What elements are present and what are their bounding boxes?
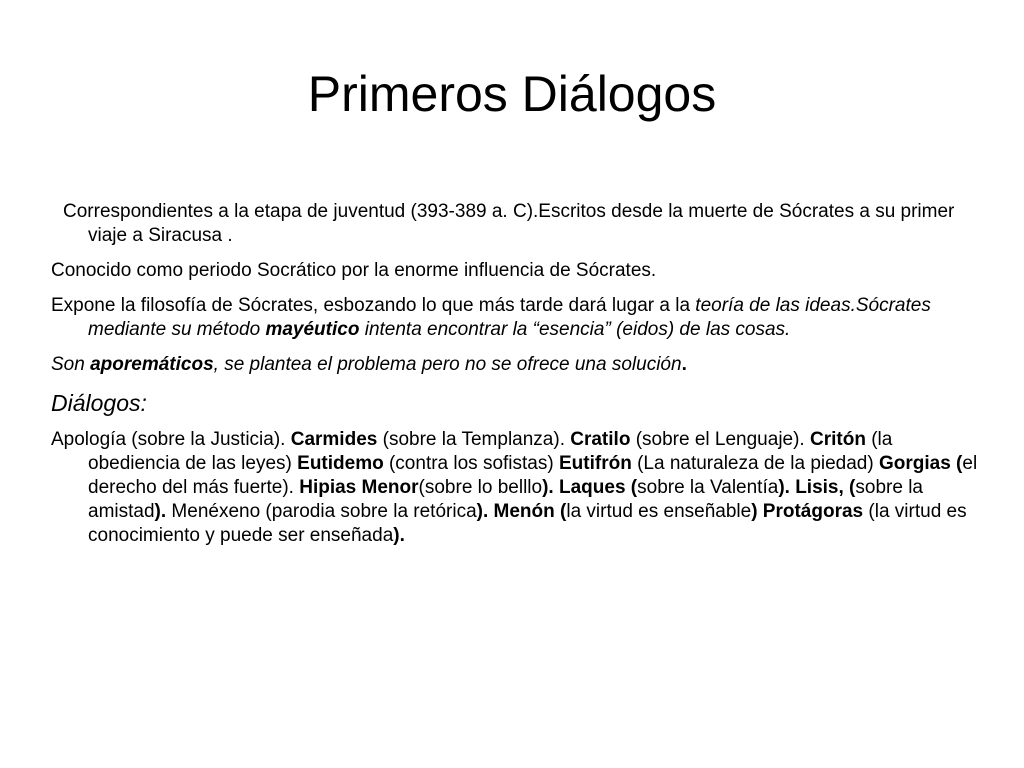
dialogo-description: (sobre lo belllo (418, 477, 543, 498)
dialogo-name: Hipias Menor (299, 477, 419, 498)
dialogo-description: el derecho del más fuerte). (88, 453, 978, 498)
aporematicos-text-c: , se plantea el problema pero no se ofrece una solución (213, 354, 682, 375)
filosofia-text-a: Expone la filosofía de Sócrates, esbozando lo que más tarde dará lugar a la (51, 295, 696, 316)
dialogo-name: Eutidemo (297, 453, 384, 474)
dialogo-name: Cratilo (570, 429, 631, 450)
dialogo-description: sobre la Valentía (637, 477, 779, 498)
dialogo-name: Eutifrón (558, 453, 632, 474)
dialogo-description: sobre la amistad (88, 477, 923, 522)
aporematicos-period: . (681, 354, 687, 375)
filosofia-text-b: teoría de las ideas.Sócrates mediante su método (88, 295, 931, 340)
dialogo-description: (sobre la Templanza). (377, 429, 571, 450)
dialogo-name: ). Lisis, ( (778, 477, 856, 498)
dialogo-description: (la virtud es conocimiento y puede ser enseñada (88, 501, 967, 546)
paragraph-filosofia (51, 294, 981, 342)
filosofia-text-d: intenta encontrar la “esencia” (eidos) de las cosas. (359, 319, 791, 340)
dialogo-name: Gorgias ( (878, 453, 963, 474)
dialogo-description: (la obediencia de las leyes) (88, 429, 893, 474)
dialogo-description: Menéxeno (parodia sobre la retórica (166, 501, 477, 522)
dialogos-heading: Diálogos: (51, 390, 147, 416)
aporematicos-term: aporemáticos (90, 354, 214, 375)
dialogo-description: (contra los sofistas) (383, 453, 559, 474)
dialogos-list (51, 428, 981, 548)
dialogo-description: (La naturaleza de la piedad) (631, 453, 879, 474)
dialogo-name: Critón (810, 429, 866, 450)
dialogo-name: ). (154, 501, 167, 522)
dialogo-name: ). Menón ( (476, 501, 567, 522)
dialogo-name: Carmides (290, 429, 378, 450)
dialogo-name: ). Laques ( (542, 477, 638, 498)
dialogo-name: ). (393, 525, 405, 546)
slide-title: Primeros Diálogos (307, 66, 717, 122)
dialogo-name: ) Protágoras (751, 501, 864, 522)
slide-body (51, 200, 981, 559)
dialogo-description: Apología (sobre la Justicia). (51, 429, 291, 450)
paragraph-etapa: Correspondientes a la etapa de juventud (393-389 a. C).Escritos desde la muerte de Sócrates a su primer viaje a Siracusa . (63, 201, 955, 246)
dialogo-description: la virtud es enseñable (566, 501, 752, 522)
paragraph-aporematicos (51, 353, 981, 377)
mayeutico-term: mayéutico (265, 319, 360, 340)
aporematicos-text-a: Son (51, 354, 91, 375)
dialogo-description: (sobre el Lenguaje). (630, 429, 810, 450)
paragraph-periodo: Conocido como periodo Socrático por la enorme influencia de Sócrates. (51, 260, 657, 281)
